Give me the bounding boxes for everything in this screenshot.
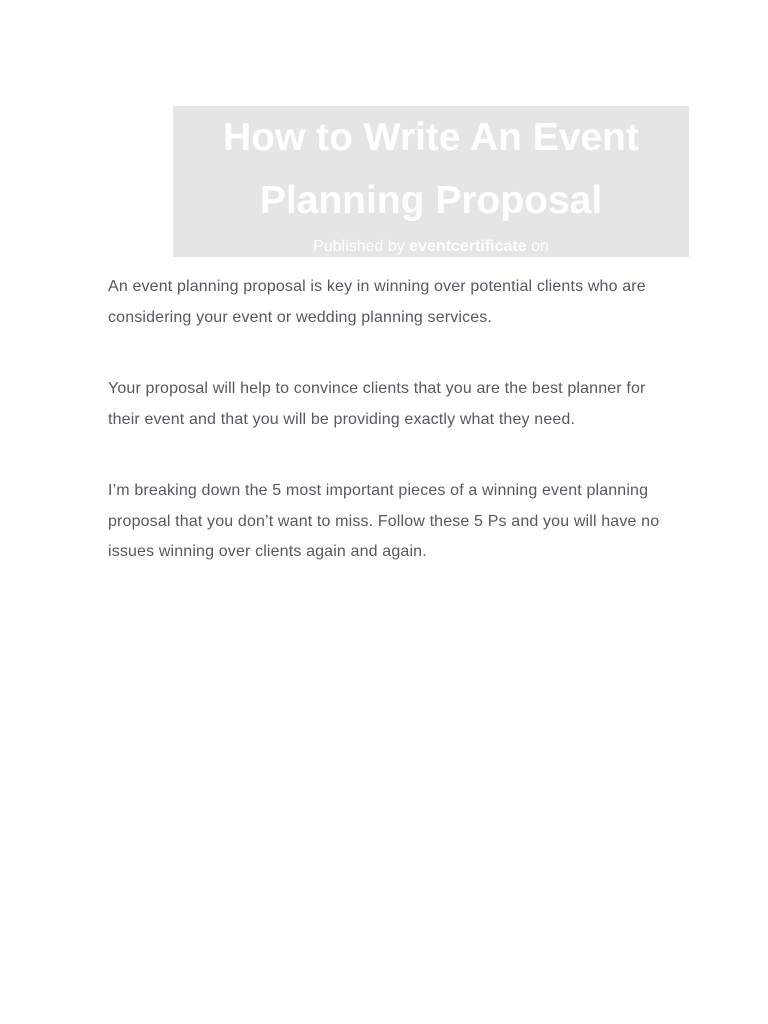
article-header-banner (173, 106, 689, 257)
article-byline (173, 237, 689, 257)
article-paragraph: I’m breaking down the 5 most important pieces of a winning event planning proposal that you don’t want to miss. Follow these 5 Ps and you will have no issues winning over clients again and again. (108, 482, 660, 560)
article-paragraph: An event planning proposal is key in winning over potential clients who are considering your event or wedding planning services. (108, 278, 646, 326)
author-link[interactable]: eventcertificate (409, 238, 527, 255)
byline-suffix: on (531, 238, 549, 255)
byline-prefix: Published by (313, 238, 405, 255)
article-title: How to Write An Event Planning Proposal (222, 116, 639, 222)
article-paragraph: Your proposal will help to convince clients that you are the best planner for their event and that you will be providing exactly what they need. (108, 380, 646, 428)
article-body (108, 272, 668, 568)
